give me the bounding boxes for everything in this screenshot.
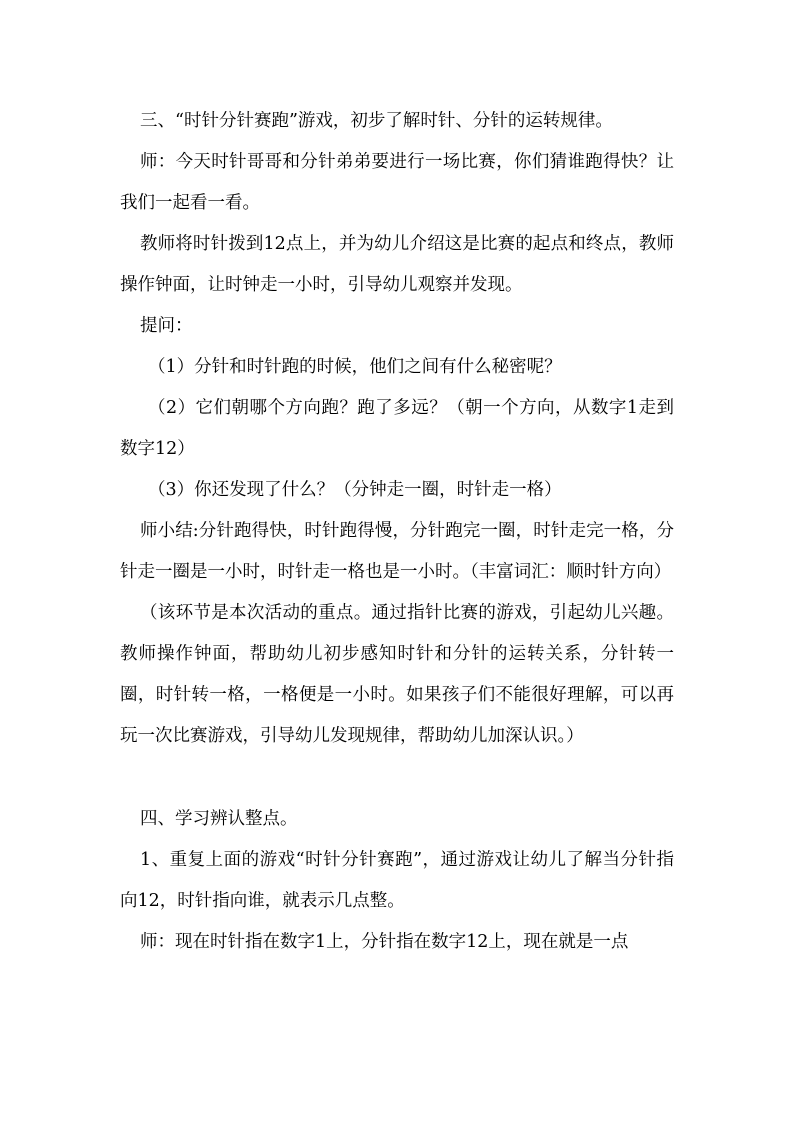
document-body (120, 101, 674, 963)
section-4-heading: 四、学习辨认整点。 (140, 809, 298, 829)
questions-label: 提问： (140, 316, 193, 336)
question-2: （2）它们朝哪个方向跑？跑了多远？（朝一个方向，从数字1走到数字12） (120, 398, 674, 459)
step-1-paragraph: 1、重复上面的游戏“时针分针赛跑”，通过游戏让幼儿了解当分针指向12，时针指向谁，就表示几点整。 (120, 850, 674, 911)
teacher-summary-paragraph: 师小结:分针跑得快，时针跑得慢，分针跑完一圈，时针走完一格，分针走一圈是一小时，时针走一格也是一小时。（丰富词汇：顺时针方向） (120, 521, 674, 582)
teacher-intro-paragraph: 师：今天时针哥哥和分针弟弟要进行一场比赛，你们猜谁跑得快？让我们一起看一看。 (120, 152, 674, 213)
teacher-action-paragraph: 教师将时针拨到12点上，并为幼儿介绍这是比赛的起点和终点，教师操作钟面，让时钟走一小时，引导幼儿观察并发现。 (120, 234, 674, 295)
question-3: （3）你还发现了什么？（分钟走一圈，时针走一格） (148, 480, 562, 500)
section-3-heading: 三、“时针分针赛跑”游戏，初步了解时针、分针的运转规律。 (140, 111, 613, 131)
question-1: （1）分针和时针跑的时候，他们之间有什么秘密呢？ (148, 357, 562, 377)
teacher-line-paragraph: 师：现在时针指在数字1上，分针指在数字12上，现在就是一点 (140, 932, 629, 952)
design-note-paragraph: （该环节是本次活动的重点。通过指针比赛的游戏，引起幼儿兴趣。教师操作钟面，帮助幼儿初步感知时针和分针的运转关系，分针转一圈，时针转一格，一格便是一小时。如果孩子们不能很好理解，可以再玩一次比赛游戏，引导幼儿发现规律，帮助幼儿加深认识。） (120, 603, 674, 746)
